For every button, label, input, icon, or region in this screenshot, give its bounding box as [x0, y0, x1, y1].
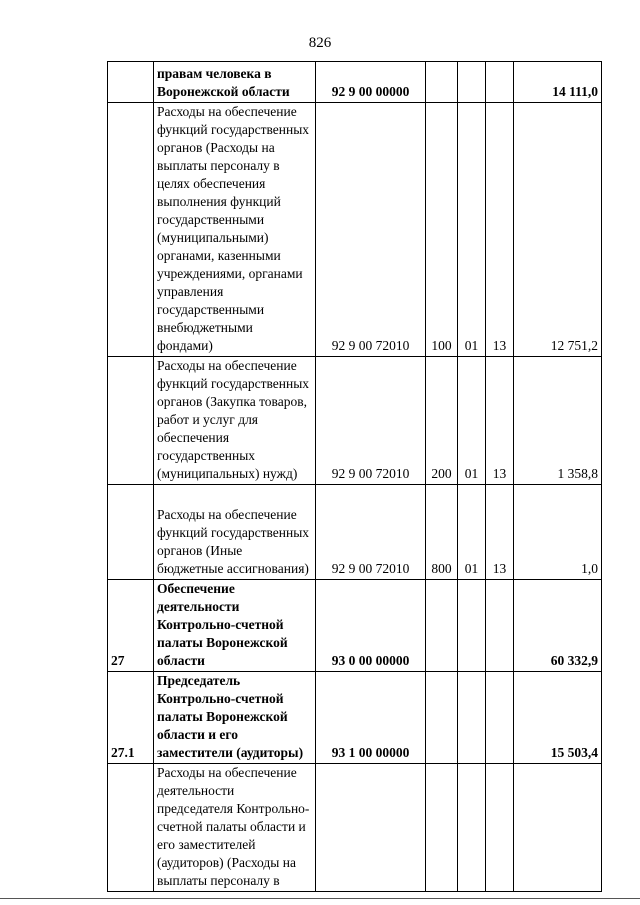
- row-number-cell: [108, 357, 154, 485]
- row-number-cell: [108, 62, 154, 103]
- subsection-cell: [486, 62, 514, 103]
- budget-table: [107, 61, 602, 892]
- budget-table-body: [108, 62, 602, 892]
- amount-cell: 14 111,0: [514, 62, 602, 103]
- expense-type-cell: 200: [426, 357, 458, 485]
- section-cell: [458, 672, 486, 764]
- expense-type-cell: [426, 580, 458, 672]
- section-cell: [458, 764, 486, 892]
- expense-type-cell: [426, 62, 458, 103]
- target-code-cell: [316, 764, 426, 892]
- expense-name-cell: Расходы на обеспечение функций государственных органов (Расходы на выплаты персоналу в целях обеспечения выполнения функций государственными (муниципальными) органами, казенными учреждениями, органами управления государственными внебюджетными фондами): [154, 103, 316, 357]
- row-number-cell: 27: [108, 580, 154, 672]
- expense-type-cell: [426, 764, 458, 892]
- amount-cell: 15 503,4: [514, 672, 602, 764]
- section-cell: 01: [458, 103, 486, 357]
- expense-type-cell: [426, 672, 458, 764]
- table-row: [108, 485, 602, 580]
- row-number-cell: [108, 764, 154, 892]
- section-cell: [458, 62, 486, 103]
- amount-cell: 60 332,9: [514, 580, 602, 672]
- target-code-cell: 92 9 00 72010: [316, 103, 426, 357]
- subsection-cell: 13: [486, 357, 514, 485]
- expense-name-cell: Расходы на обеспечение деятельности председателя Контрольно-счетной палаты области и его заместителей (аудиторов) (Расходы на выплаты персоналу в: [154, 764, 316, 892]
- page-bottom-divider: [0, 898, 640, 899]
- target-code-cell: 93 1 00 00000: [316, 672, 426, 764]
- subsection-cell: [486, 764, 514, 892]
- expense-name-cell: правам человека в Воронежской области: [154, 62, 316, 103]
- subsection-cell: [486, 672, 514, 764]
- target-code-cell: 93 0 00 00000: [316, 580, 426, 672]
- target-code-cell: 92 9 00 72010: [316, 485, 426, 580]
- amount-cell: 1 358,8: [514, 357, 602, 485]
- amount-cell: 1,0: [514, 485, 602, 580]
- expense-type-cell: 100: [426, 103, 458, 357]
- table-row: [108, 62, 602, 103]
- table-row: [108, 357, 602, 485]
- subsection-cell: [486, 580, 514, 672]
- expense-name-cell: Обеспечение деятельности Контрольно-счетной палаты Воронежской области: [154, 580, 316, 672]
- expense-name-cell: Председатель Контрольно-счетной палаты Воронежской области и его заместители (аудиторы): [154, 672, 316, 764]
- row-number-cell: 27.1: [108, 672, 154, 764]
- table-row: [108, 764, 602, 892]
- amount-cell: [514, 764, 602, 892]
- expense-name-cell: Расходы на обеспечение функций государственных органов (Закупка товаров, работ и услуг для обеспечения государственных (муниципальных) нужд): [154, 357, 316, 485]
- expense-type-cell: 800: [426, 485, 458, 580]
- subsection-cell: 13: [486, 485, 514, 580]
- target-code-cell: 92 9 00 00000: [316, 62, 426, 103]
- row-number-cell: [108, 485, 154, 580]
- section-cell: [458, 580, 486, 672]
- table-row: [108, 580, 602, 672]
- subsection-cell: 13: [486, 103, 514, 357]
- row-number-cell: [108, 103, 154, 357]
- target-code-cell: 92 9 00 72010: [316, 357, 426, 485]
- section-cell: 01: [458, 485, 486, 580]
- table-row: [108, 672, 602, 764]
- amount-cell: 12 751,2: [514, 103, 602, 357]
- page-number: 826: [308, 35, 332, 51]
- expense-name-cell: Расходы на обеспечение функций государственных органов (Иные бюджетные ассигнования): [154, 485, 316, 580]
- section-cell: 01: [458, 357, 486, 485]
- table-row: [108, 103, 602, 357]
